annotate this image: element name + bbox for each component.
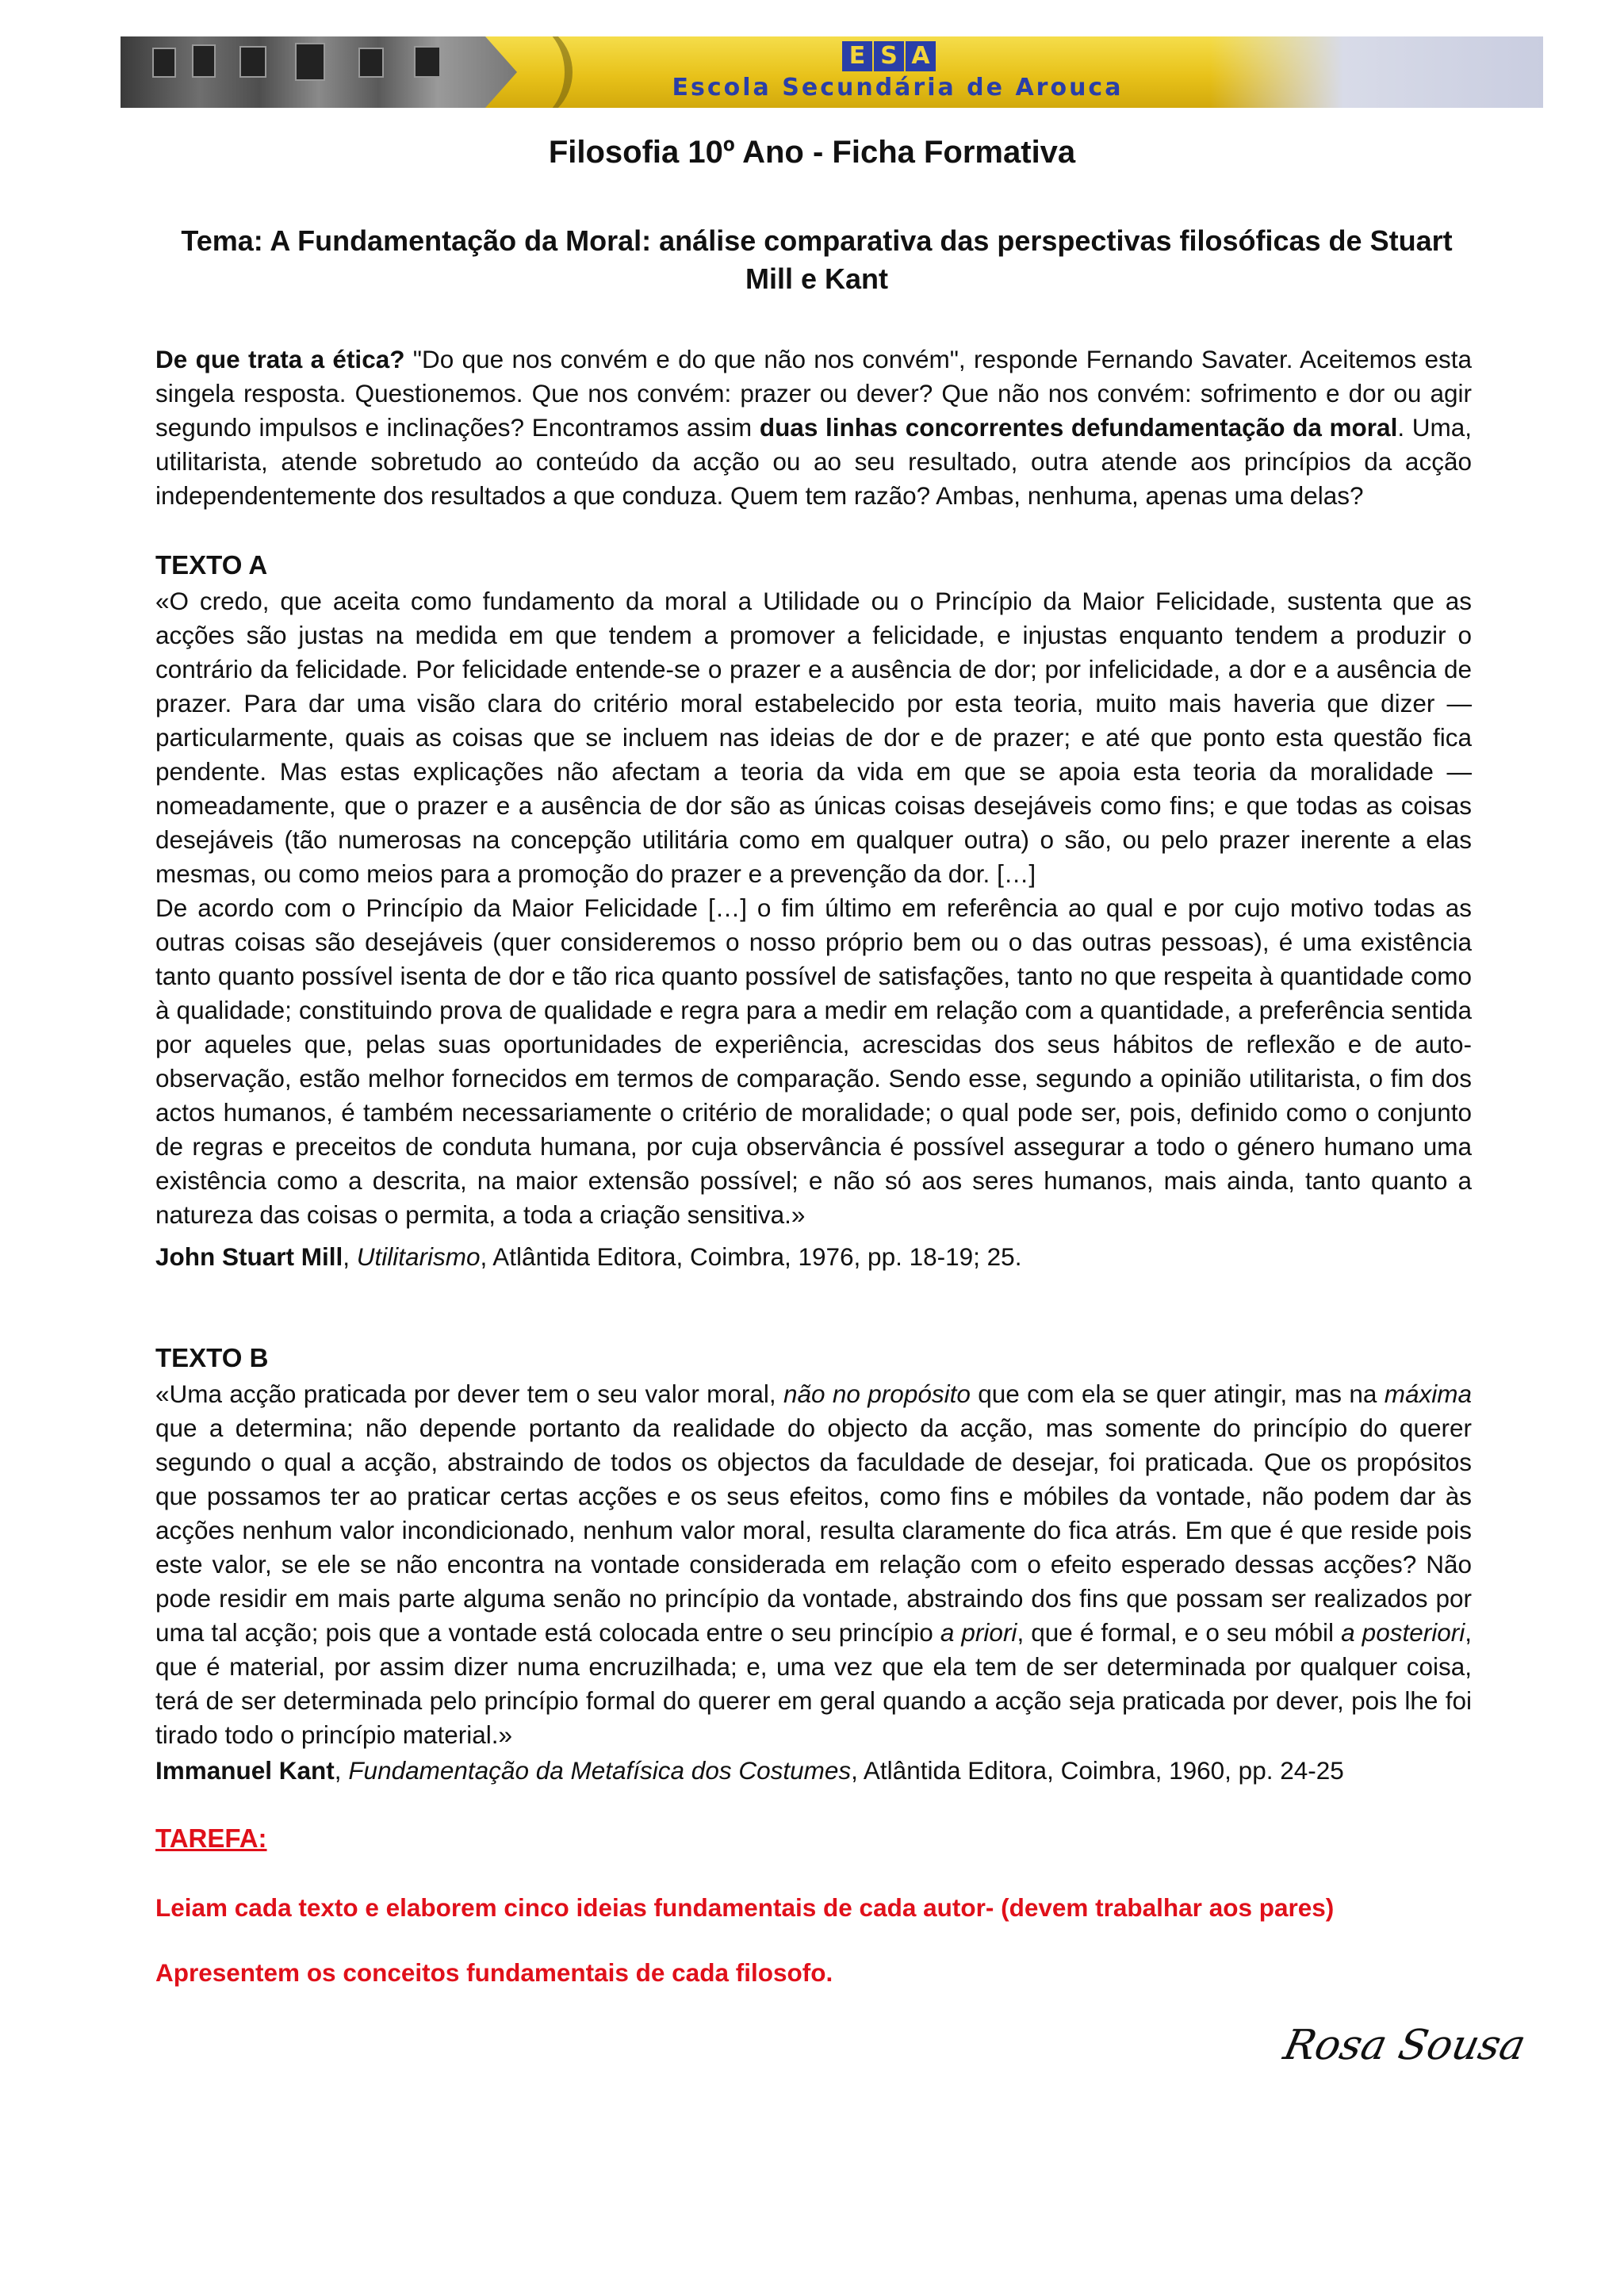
texto-b-text: que a determina; não depende portanto da realidade do objecto da acção, mas somente do princípio do querer segundo o qual a acção, abstraindo de todos os objectos da faculdade de desejar, foi praticada. Que os propósitos que possamos ter ao praticar certas acções e os seus efeitos, como fins e móbiles da vontade, não podem dar às acções nenhum valor incondicionado, nenhum valor moral, resulta claramente do fica atrás. Em que é que reside pois este valor, se ele se não encontra na vontade considerada em relação com o efeito esperado dessas acções? Não pode residir em mais parte alguma senão no princípio da vontade, abstraindo dos fins que possam ser realizados por uma tal acção; pois que a vontade está colocada entre o seu princípio [155, 1414, 1472, 1647]
intro-lead: De que trata a ética? [155, 345, 405, 373]
source-separator: , [334, 1756, 349, 1785]
page-subtitle: Tema: A Fundamentação da Moral: análise comparativa das perspectivas filosóficas de Stuart Mill e Kant [181, 224, 1453, 295]
tarefa-line-1: Leiam cada texto e elaborem cinco ideias fundamentais de cada autor- (devem trabalhar aos pares) [155, 1893, 1335, 1922]
texto-a-heading: TEXTO A [155, 550, 268, 580]
texto-b-heading: TEXTO B [155, 1343, 269, 1372]
tarefa-line-2: Apresentem os conceitos fundamentais de cada filosofo. [155, 1958, 833, 1987]
texto-b-text: , que é material, por assim dizer numa encruzilhada; e, uma vez que ela tem de ser determinada por qualquer coisa, terá de ser determinada pelo princípio formal do querer em geral quando a acção seja praticada por dever, pois lhe foi tirado todo o princípio material.» [155, 1618, 1472, 1749]
esa-logo [842, 41, 936, 71]
source-work: Utilitarismo [356, 1242, 481, 1271]
texto-b-text: «Uma acção praticada por dever tem o seu valor moral, [155, 1380, 784, 1408]
intro-text: "Do que nos convém e do que não nos convém", responde Fernando Savater. Aceitemos esta singela resposta. Questionemos. Que nos convém: prazer ou dever? Que não nos convém: sofrimento e dor ou agir segundo impulsos e inclinações? Encontramos assim [155, 345, 1472, 442]
texto-b-text: que com ela se quer atingir, mas na [970, 1380, 1385, 1408]
source-author: John Stuart Mill [155, 1242, 343, 1271]
logo-letter: S [874, 41, 904, 71]
source-work: Fundamentação da Metafísica dos Costumes [348, 1756, 852, 1785]
texto-a-paragraph-1: «O credo, que aceita como fundamento da moral a Utilidade ou o Princípio da Maior Felicidade, sustenta que as acções são justas na medida em que tendem a promover a felicidade, e injustas enquanto tendem a produzir o contrário da felicidade. Por felicidade entende-se o prazer e a ausência de dor; por infelicidade, a dor e a ausência de prazer. Para dar uma visão clara do critério moral estabelecido por esta teoria, muito mais haveria que dizer — particularmente, quais as coisas que se incluem nas ideias de dor e de prazer; e até que ponto esta questão fica pendente. Mas estas explicações não afectam a teoria da vida em que se apoia esta teoria da moralidade — nomeadamente, que o prazer e a ausência de dor são as únicas coisas desejáveis como fins; e que todas as coisas desejáveis (tão numerosas na concepção utilitária como em qualquer outra) o são, ou pelo prazer inerente a elas mesmas, ou como meios para a promoção do prazer e a prevenção da dor. […] [155, 587, 1472, 888]
logo-letter: A [906, 41, 936, 71]
school-banner [121, 36, 1543, 108]
intro-text: . Uma, utilitarista, atende sobretudo ao conteúdo da acção ou ao seu resultado, outra atende aos princípios da acção independentemente dos resultados a que conduza. Quem tem razão? Ambas, nenhuma, apenas uma delas? [155, 413, 1472, 510]
texto-b-source [155, 1756, 1344, 1785]
texto-b-italic: a posteriori [1341, 1618, 1465, 1647]
intro-paragraph [155, 342, 1472, 513]
school-name: Escola Secundária de Arouca [672, 74, 1124, 101]
signature: Rosa Sousa [1279, 2022, 1530, 2069]
texto-a-source [155, 1242, 1021, 1272]
texto-b-italic: máxima [1384, 1380, 1472, 1408]
source-author: Immanuel Kant [155, 1756, 335, 1785]
texto-b-text: , que é formal, e o seu móbil [1017, 1618, 1342, 1647]
intro-bold-phrase: duas linhas concorrentes defundamentação da moral [759, 413, 1398, 442]
texto-b-italic: a priori [940, 1618, 1017, 1647]
page-title: Filosofia 10º Ano - Ficha Formativa [548, 135, 1076, 170]
source-details: , Atlântida Editora, Coimbra, 1960, pp. 24-25 [851, 1756, 1344, 1785]
source-separator: , [343, 1242, 357, 1271]
banner-swoosh [469, 36, 573, 108]
texto-b-paragraph [155, 1377, 1472, 1752]
source-details: , Atlântida Editora, Coimbra, 1976, pp. 18-19; 25. [480, 1242, 1022, 1271]
tarefa-label: TAREFA: [155, 1823, 267, 1853]
school-building-photo [121, 36, 517, 108]
texto-b-italic: não no propósito [783, 1380, 971, 1408]
banner-fade [1210, 36, 1543, 108]
texto-a-paragraph-2: De acordo com o Princípio da Maior Felicidade […] o fim último em referência ao qual e por cujo motivo todas as outras coisas são desejáveis (quer consideremos o nosso próprio bem ou o das outras pessoas), é uma existência tanto quanto possível isenta de dor e tão rica quanto possível de satisfações, tanto no que respeita à quantidade como à qualidade; constituindo prova de qualidade e regra para a medir em relação com a quantidade, a preferência sentida por aqueles que, pelas suas oportunidades de experiência, acrescidas dos seus hábitos de reflexão e de auto-observação, estão melhor fornecidos em termos de comparação. Sendo esse, segundo a opinião utilitarista, o fim dos actos humanos, é também necessariamente o critério de moralidade; o qual pode ser, pois, definido como o conjunto de regras e preceitos de conduta humana, por cuja observância é possível assegurar a todo o género humano uma existência como a descrita, na maior extensão possível; e não só aos seres humanos, mais ainda, tanto quanto a natureza das coisas o permita, a toda a criação sensitiva.» [155, 894, 1472, 1229]
logo-letter: E [842, 41, 872, 71]
